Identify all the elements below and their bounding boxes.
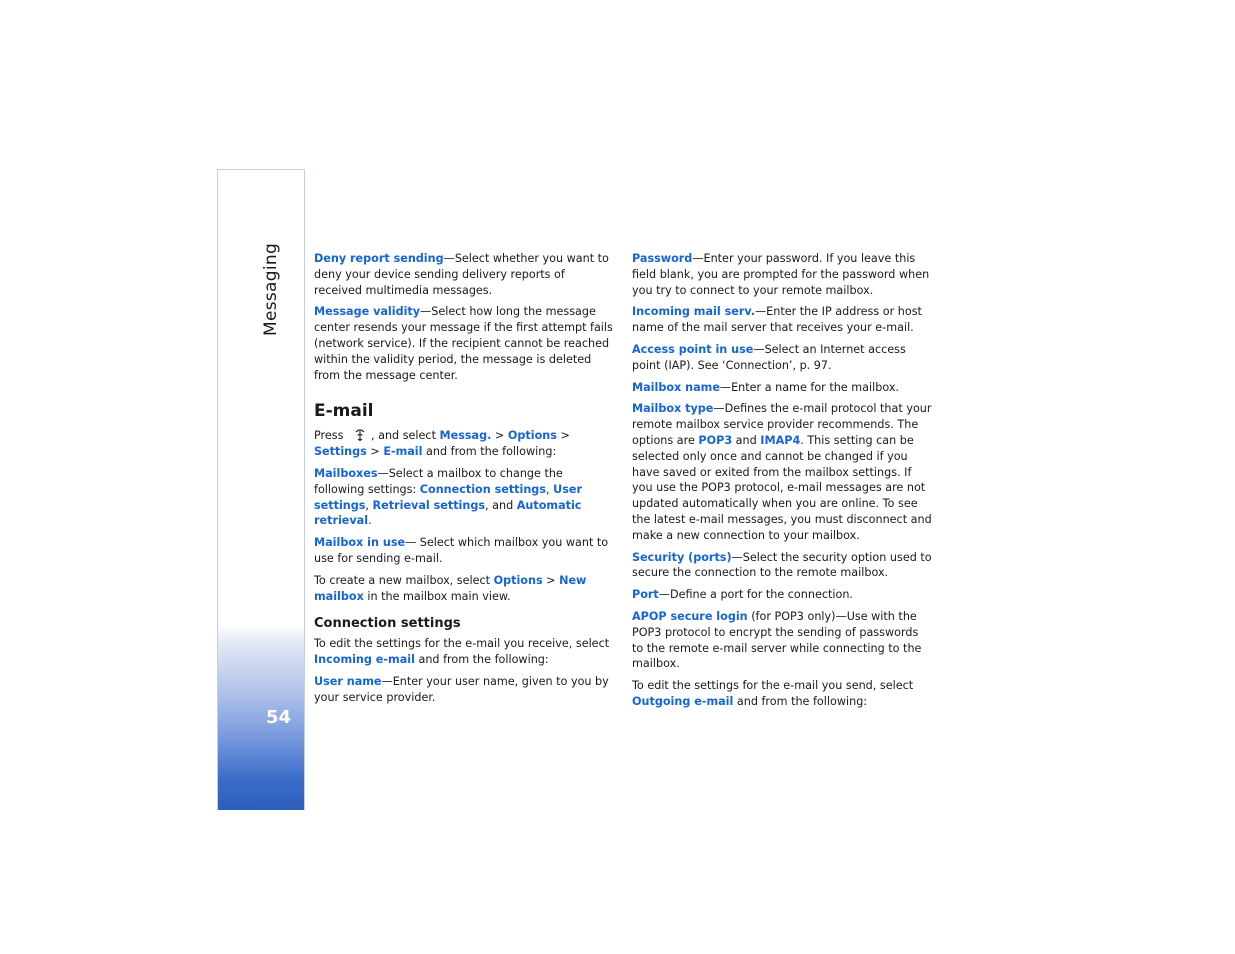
new-mailbox-link: New mailbox (314, 573, 587, 603)
edit-incoming-paragraph (314, 636, 614, 668)
retrieval-settings-link: Retrieval settings (372, 498, 486, 512)
edit-outgoing-end: and from the following: (733, 694, 868, 708)
mailbox-name-paragraph (632, 380, 932, 396)
mailbox-type-term: Mailbox type (632, 402, 714, 416)
menu-key-icon (353, 428, 367, 442)
page-number: 54 (266, 707, 292, 728)
press-end-text: and from the following: (422, 445, 557, 459)
user-name-paragraph (314, 674, 614, 706)
connection-settings-heading: Connection settings (314, 616, 461, 632)
port-term: Port (632, 588, 659, 602)
mailbox-in-use-paragraph (314, 535, 614, 567)
settings-link: Settings (314, 445, 367, 459)
message-validity-text: —Select how long the message center resends your message if the first attempt fails (network service). If the recipient cannot be reached within the validity period, the message is deleted from the message center. (314, 305, 613, 382)
mailbox-in-use-term: Mailbox in use (314, 536, 406, 550)
password-paragraph (632, 251, 932, 298)
access-point-text: —Select an Internet access point (IAP). See ‘Connection’, p. 97. (632, 342, 906, 372)
password-text: —Enter your password. If you leave this field blank, you are prompted for the password when you try to connect to your remote mailbox. (632, 252, 930, 297)
automatic-retrieval-link: Automatic retrieval (314, 498, 582, 528)
mailbox-name-text: —Enter a name for the mailbox. (719, 380, 899, 394)
options-link: Options (493, 573, 543, 587)
create-end-text: in the mailbox main view. (363, 589, 511, 603)
pop3-option: POP3 (698, 433, 733, 447)
imap4-option: IMAP4 (760, 433, 801, 447)
connection-settings-link: Connection settings (419, 482, 546, 496)
path-separator: > (366, 445, 384, 459)
mailbox-name-term: Mailbox name (632, 380, 720, 394)
mailbox-type-text: —Defines the e-mail protocol that your remote mailbox service provider recommends. The options are (632, 402, 932, 447)
message-validity-paragraph (314, 304, 614, 383)
email-heading: E-mail (314, 401, 374, 422)
mailbox-in-use-text: — Select which mailbox you want to use for sending e-mail. (314, 536, 609, 565)
apop-term: APOP secure login (632, 609, 748, 623)
path-separator: > (542, 573, 560, 587)
port-paragraph (632, 587, 932, 603)
edit-outgoing-text: To edit the settings for the e-mail you send, select (632, 679, 914, 693)
comma: , (545, 482, 554, 496)
period: . (368, 514, 372, 528)
access-point-term: Access point in use (632, 342, 754, 356)
section-label: Messaging (261, 242, 281, 336)
email-link: E-mail (383, 445, 423, 459)
incoming-server-paragraph (632, 304, 932, 336)
deny-report-paragraph (314, 251, 614, 298)
security-term: Security (ports) (632, 550, 732, 564)
password-term: Password (632, 252, 693, 265)
edit-outgoing-paragraph (632, 678, 932, 710)
deny-report-text: —Select whether you want to deny your device sending delivery reports of received multimedia messages. (314, 252, 609, 297)
right-column (632, 251, 932, 716)
path-separator: > (556, 429, 570, 443)
mailbox-type-paragraph (632, 401, 932, 543)
mailbox-type-end: . This setting can be selected only once and cannot be changed if you have saved or exited from the mailbox settings. If you use the POP3 protocol, e-mail messages are not updated automatically when you are online. To see the latest e-mail messages, you must disconnect and make a new connection to your mailbox. (632, 433, 932, 542)
security-text: —Select the security option used to secure the connection to the remote mailbox. (632, 550, 932, 580)
edit-incoming-text: To edit the settings for the e-mail you receive, select (314, 637, 610, 651)
and-text: and (732, 433, 761, 447)
apop-text: (for POP3 only)—Use with the POP3 protocol to encrypt the sending of passwords to the remote e-mail server while connecting to the mailbox. (632, 609, 922, 671)
edit-incoming-end: and from the following: (414, 653, 549, 667)
press-select-text: , and select (371, 429, 440, 443)
deny-report-term: Deny report sending (314, 252, 444, 265)
incoming-server-text: —Enter the IP address or host name of the mail server that receives your e-mail. (632, 305, 922, 335)
apop-paragraph (632, 609, 932, 672)
mailboxes-term: Mailboxes (314, 466, 378, 480)
incoming-email-link: Incoming e-mail (314, 653, 415, 667)
message-validity-term: Message validity (314, 305, 421, 319)
incoming-server-term: Incoming mail serv. (632, 305, 755, 319)
user-settings-link: User settings (314, 482, 582, 512)
create-mailbox-paragraph (314, 573, 614, 605)
port-text: —Define a port for the connection. (658, 588, 853, 602)
comma: , (365, 498, 373, 512)
mailboxes-text: —Select a mailbox to change the following settings: (314, 466, 563, 496)
press-text: Press (314, 429, 347, 443)
access-point-paragraph (632, 342, 932, 374)
user-name-term: User name (314, 674, 382, 688)
options-link: Options (507, 429, 557, 443)
security-paragraph (632, 550, 932, 582)
mailboxes-paragraph (314, 466, 614, 529)
press-instruction (314, 428, 614, 460)
messag-link: Messag. (439, 429, 492, 443)
outgoing-email-link: Outgoing e-mail (632, 694, 734, 708)
create-text: To create a new mailbox, select (314, 573, 494, 587)
and-text: , and (485, 498, 517, 512)
path-separator: > (491, 429, 508, 443)
user-name-text: —Enter your user name, given to you by your service provider. (314, 674, 609, 704)
left-column (314, 251, 614, 712)
